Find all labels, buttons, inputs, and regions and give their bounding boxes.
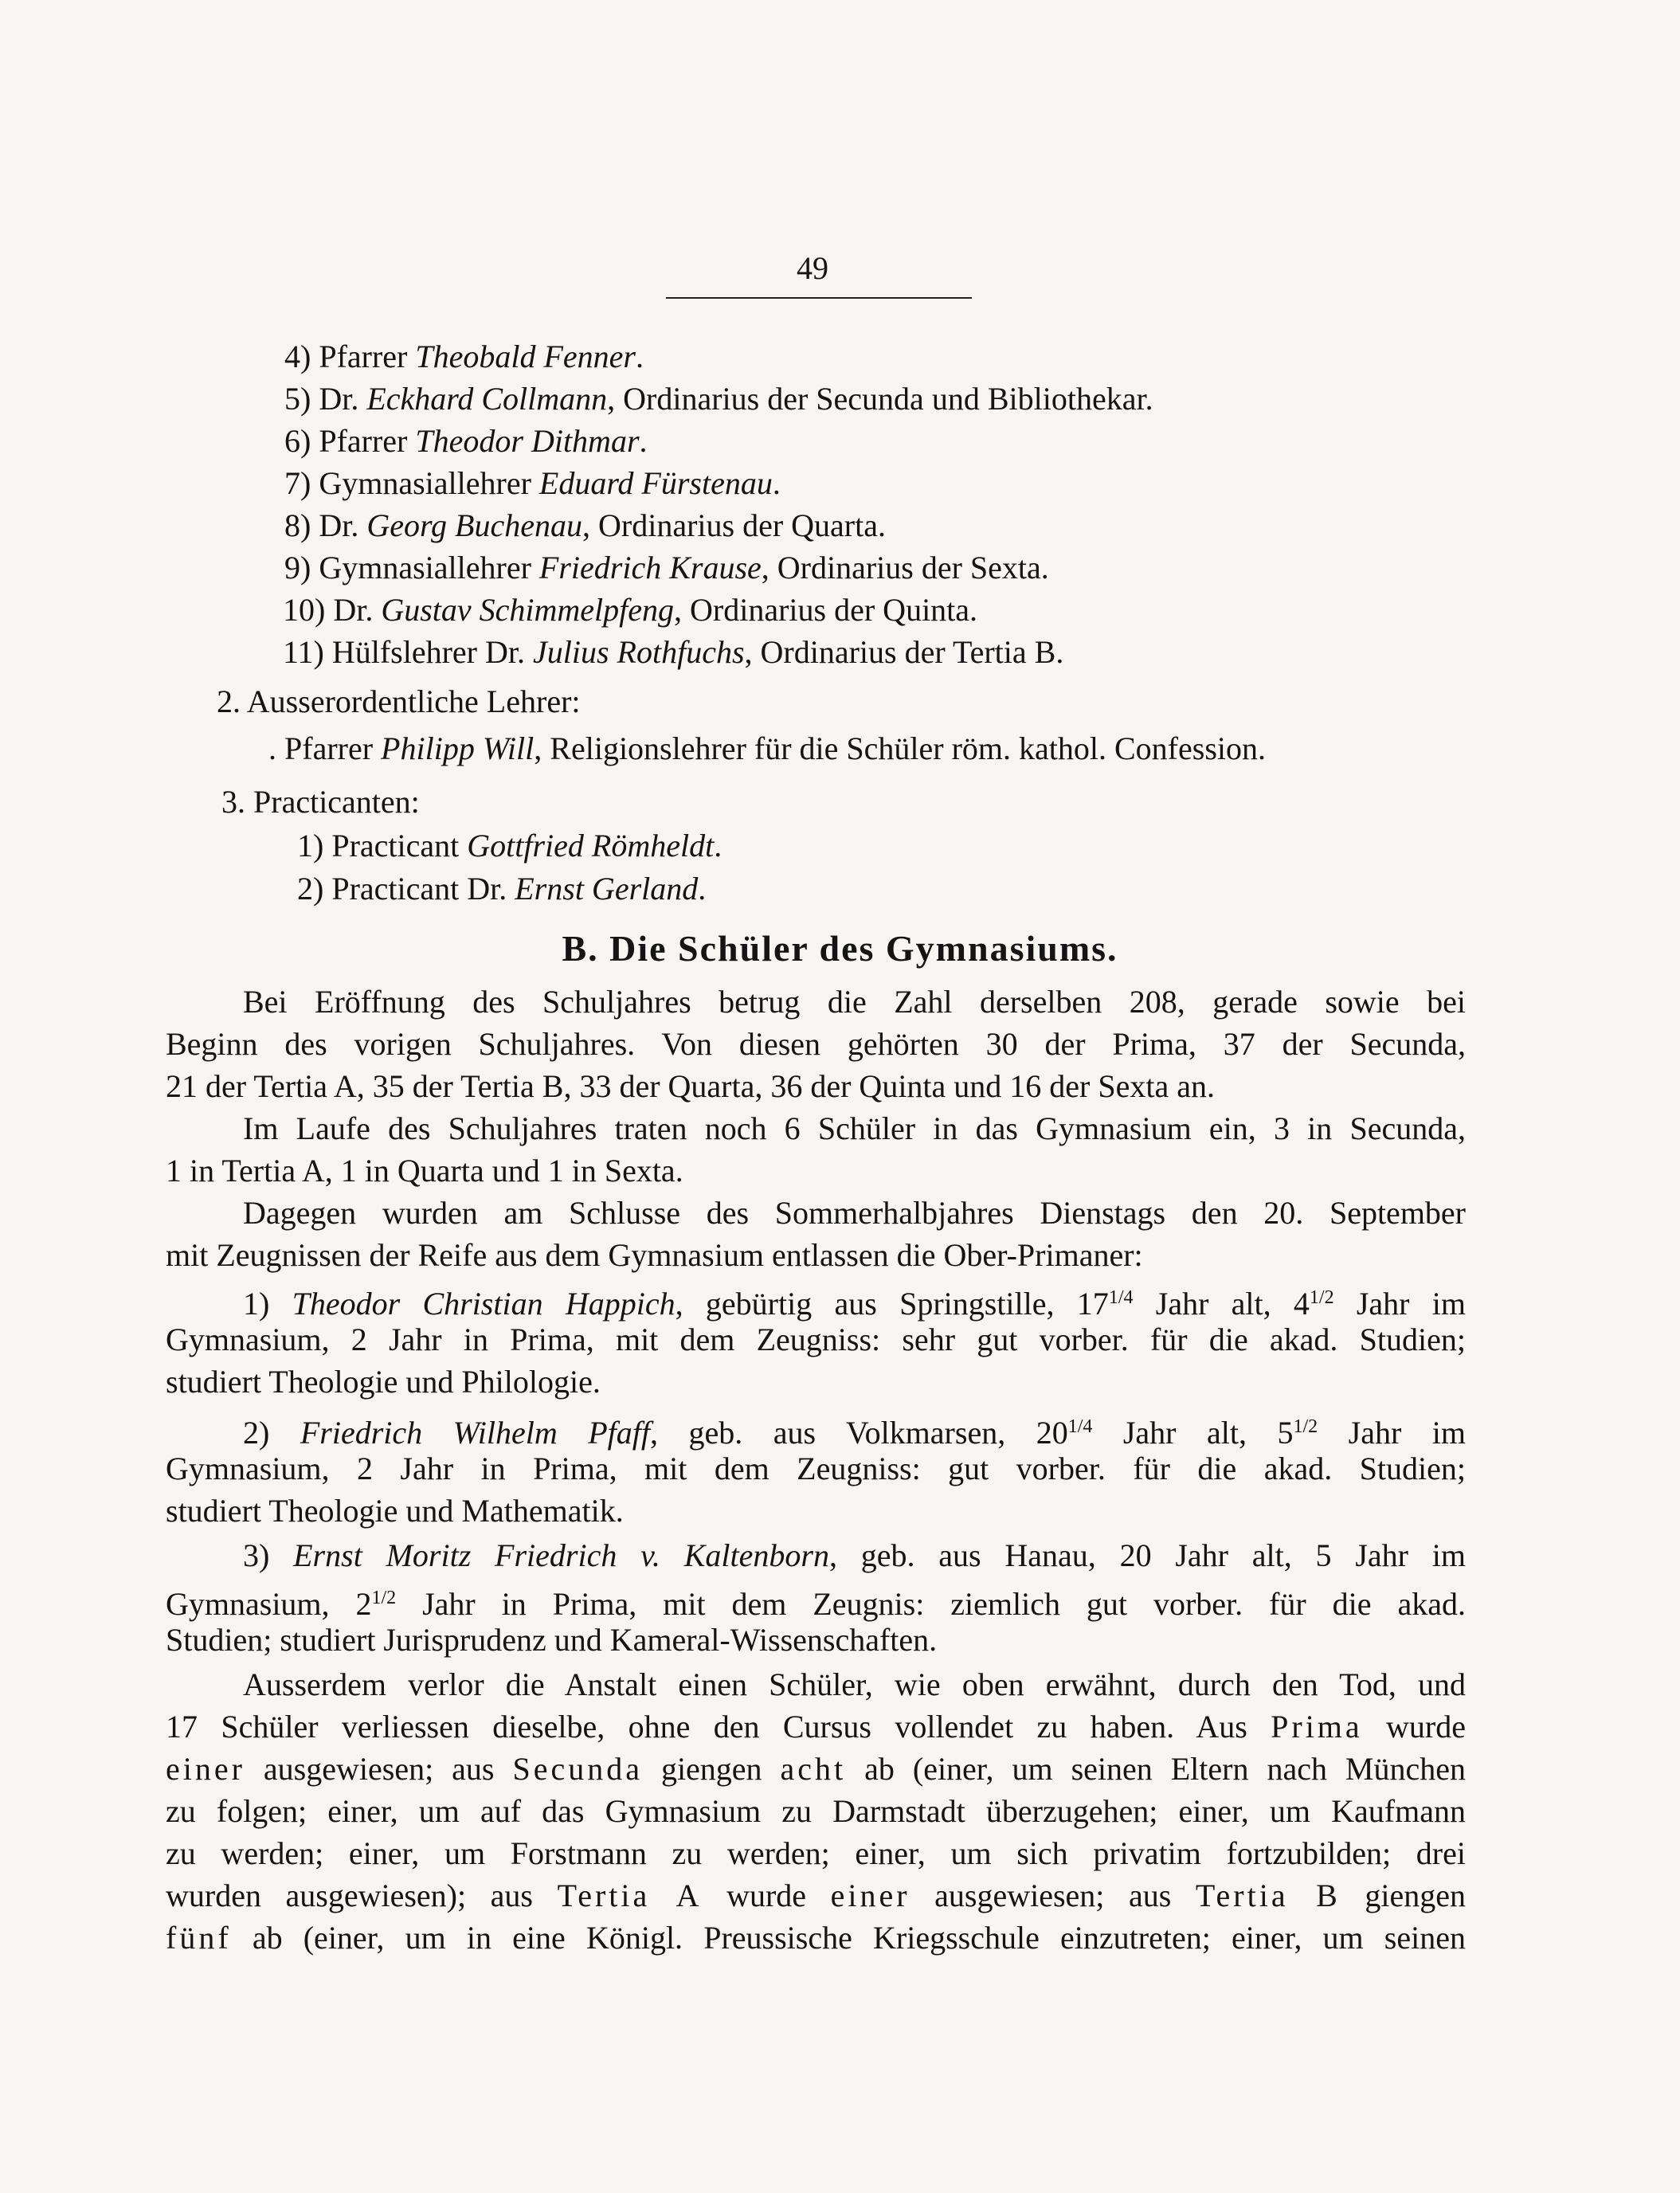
text-line: studiert Theologie und Mathematik. (166, 1493, 624, 1529)
staff-item: 7) Gymnasiallehrer Eduard Fürstenau. (284, 465, 781, 501)
text-line: Dagegen wurden am Schlusse des Sommerhalbjahres Dienstags den 20. September (243, 1195, 1466, 1231)
text-line: 1 in Tertia A, 1 in Quarta und 1 in Sexta. (166, 1153, 683, 1189)
fraction: 1/2 (371, 1588, 397, 1608)
text-line: wurden ausgewiesen); aus Tertia A wurde einer ausgewiesen; aus Tertia B giengen (166, 1878, 1467, 1913)
fraction: 1/2 (1293, 1416, 1318, 1437)
staff-item: 2) Practicant Dr. Ernst Gerland. (297, 871, 707, 907)
text-line: Im Laufe des Schuljahres traten noch 6 Schüler in das Gymnasium ein, 3 in Secunda, (243, 1110, 1466, 1146)
staff-item: 9) Gymnasiallehrer Friedrich Krause, Ordinarius der Sexta. (284, 550, 1049, 585)
staff-item: 6) Pfarrer Theodor Dithmar. (284, 423, 648, 459)
staff-item: 11) Hülfslehrer Dr. Julius Rothfuchs, Ordinarius der Tertia B. (283, 634, 1064, 670)
fraction: 1/4 (1108, 1287, 1134, 1308)
fraction: 1/2 (1309, 1287, 1334, 1308)
header-rule (666, 297, 972, 299)
graduate-entry: 1) Theodor Christian Happich, gebürtig aus Springstille, $17^{1/4}$ Jahr alt, $4^{1/2}$ Jahr im (243, 1286, 1467, 1322)
text-line: fünf ab (einer, um in eine Königl. Preussische Kriegsschule einzutreten; einer, um seinen (166, 1920, 1466, 1956)
staff-item: 1) Practicant Gottfried Römheldt. (297, 828, 723, 863)
text-line: Gymnasium, 2 Jahr in Prima, mit dem Zeugniss: sehr gut vorber. für die akad. Studien; (166, 1322, 1466, 1357)
staff-item: 10) Dr. Gustav Schimmelpfeng, Ordinarius der Quinta. (283, 592, 978, 628)
section-title: 3. Practicanten: (221, 784, 420, 820)
text-line: 17 Schüler verliessen dieselbe, ohne den Cursus vollendet zu haben. Aus Prima wurde (166, 1709, 1466, 1745)
staff-item: 5) Dr. Eckhard Collmann, Ordinarius der Secunda und Bibliothekar. (284, 381, 1153, 417)
graduate-entry: 3) Ernst Moritz Friedrich v. Kaltenborn, geb. aus Hanau, 20 Jahr alt, 5 Jahr im (243, 1537, 1467, 1573)
text-line: zu folgen; einer, um auf das Gymnasium zu Darmstadt überzugehen; einer, um Kaufmann (166, 1793, 1466, 1829)
staff-item: 4) Pfarrer Theobald Fenner. (284, 339, 644, 374)
staff-item: . Pfarrer Philipp Will, Religionslehrer für die Schüler röm. kathol. Confession. (268, 730, 1266, 766)
text-line: einer ausgewiesen; aus Secunda giengen acht ab (einer, um seinen Eltern nach München (166, 1751, 1467, 1787)
text-line: Bei Eröffnung des Schuljahres betrug die Zahl derselben 208, gerade sowie bei (243, 984, 1466, 1020)
text-line: studiert Theologie und Philologie. (166, 1364, 601, 1400)
text-line: Studien; studiert Jurisprudenz und Kameral-Wissenschaften. (166, 1622, 938, 1658)
section-heading: B. Die Schüler des Gymnasiums. (562, 928, 1118, 969)
text-line: Gymnasium, 2 Jahr in Prima, mit dem Zeugniss: gut vorber. für die akad. Studien; (166, 1451, 1466, 1486)
text-line: 21 der Tertia A, 35 der Tertia B, 33 der Quarta, 36 der Quinta und 16 der Sexta an. (166, 1068, 1215, 1104)
text-line: Gymnasium, $2^{1/2}$ Jahr in Prima, mit dem Zeugnis: ziemlich gut vorber. für die akad. (166, 1586, 1466, 1622)
text-line: zu werden; einer, um Forstmann zu werden; einer, um sich privatim fortzubilden; drei (166, 1835, 1466, 1871)
page-number: 49 (797, 250, 828, 286)
section-title: 2. Ausserordentliche Lehrer: (217, 683, 581, 719)
graduate-entry: 2) Friedrich Wilhelm Pfaff, geb. aus Volkmarsen, $20^{1/4}$ Jahr alt, $5^{1/2}$ Jahr im (243, 1415, 1466, 1451)
text-line: Beginn des vorigen Schuljahres. Von diesen gehörten 30 der Prima, 37 der Secunda, (166, 1026, 1466, 1062)
staff-item: 8) Dr. Georg Buchenau, Ordinarius der Quarta. (284, 507, 886, 543)
fraction: 1/4 (1067, 1416, 1093, 1437)
text-line: mit Zeugnissen der Reife aus dem Gymnasium entlassen die Ober-Primaner: (166, 1237, 1143, 1273)
text-line: Ausserdem verlor die Anstalt einen Schüler, wie oben erwähnt, durch den Tod, und (243, 1666, 1466, 1702)
